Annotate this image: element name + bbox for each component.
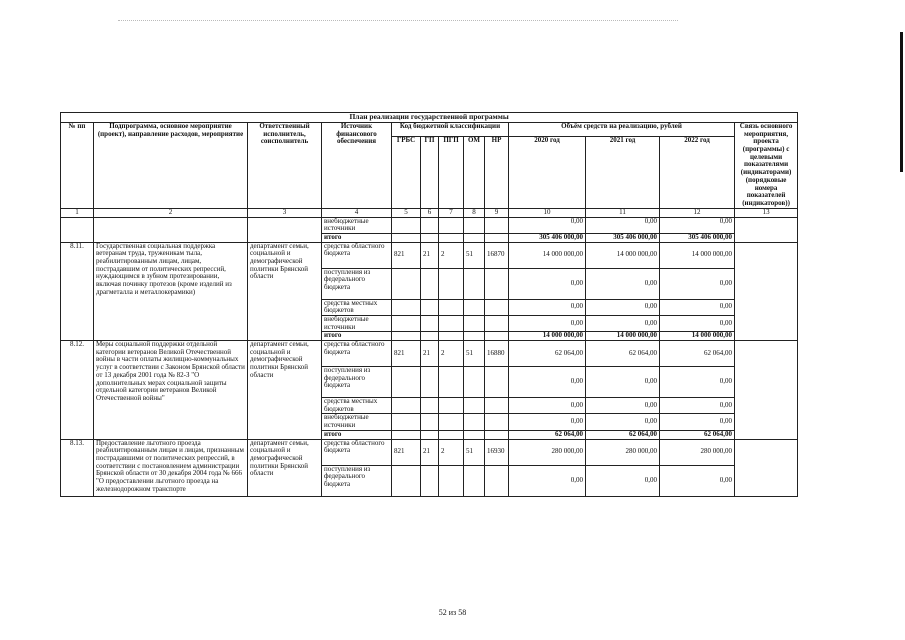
value-2022: 305 406 000,00: [660, 233, 735, 242]
code-grbs: 821: [392, 341, 421, 367]
value-2020: 0,00: [509, 465, 586, 496]
source-cell: внебюджетные источники: [322, 316, 392, 332]
col-header-volume: Объём средств на реализацию, рублей: [509, 123, 735, 137]
code-np: 16930: [485, 439, 509, 465]
value-2020: 14 000 000,00: [509, 242, 586, 268]
col-number: 11: [586, 208, 660, 217]
value-2020: 14 000 000,00: [509, 332, 586, 341]
value-2021: 0,00: [586, 299, 660, 315]
code-grbs: [392, 465, 421, 496]
code-om: [464, 268, 485, 299]
col-header-budget-code: Код бюджетной классификации: [392, 123, 509, 137]
source-cell: средства областного бюджета: [322, 242, 392, 268]
col-header-name: Подпрограмма, основное мероприятие (проект), направление расходов, мероприятие: [94, 123, 248, 209]
code-pgp: [439, 316, 464, 332]
empty-cell: [248, 217, 322, 242]
item-number: 8.12.: [61, 341, 94, 439]
code-pgp: 2: [439, 242, 464, 268]
source-cell: поступления из федерального бюджета: [322, 465, 392, 496]
code-gp: [421, 316, 439, 332]
code-gp: 21: [421, 242, 439, 268]
code-pgp: [439, 299, 464, 315]
col-number: 5: [392, 208, 421, 217]
source-cell: поступления из федерального бюджета: [322, 367, 392, 398]
code-grbs: [392, 332, 421, 341]
code-pgp: [439, 268, 464, 299]
value-2022: 0,00: [660, 217, 735, 233]
col-number: 8: [464, 208, 485, 217]
value-2020: 0,00: [509, 367, 586, 398]
code-pgp: [439, 367, 464, 398]
value-2022: 14 000 000,00: [660, 242, 735, 268]
code-np: [485, 398, 509, 414]
code-gp: 21: [421, 439, 439, 465]
value-2020: 0,00: [509, 316, 586, 332]
link-cell: [735, 341, 798, 439]
code-om: [464, 332, 485, 341]
value-2022: 280 000,00: [660, 439, 735, 465]
value-2021: 0,00: [586, 398, 660, 414]
value-2021: 62 064,00: [586, 341, 660, 367]
code-grbs: [392, 268, 421, 299]
code-gp: [421, 398, 439, 414]
value-2020: 0,00: [509, 217, 586, 233]
code-np: [485, 299, 509, 315]
item-name: Государственная социальная поддержка ветеранам труда, труженикам тыла, реабилитированным лицам, лицам, пострадавшим от политических репрессий, нуждающимся в зубном протезировании, включая починку протезов (кроме изделий из драгметалла и металлокерамики): [94, 242, 248, 340]
value-2021: 0,00: [586, 367, 660, 398]
value-2021: 0,00: [586, 316, 660, 332]
source-cell: итого: [322, 430, 392, 439]
col-header-2022: 2022 год: [660, 136, 735, 208]
value-2020: 62 064,00: [509, 430, 586, 439]
item-number: 8.11.: [61, 242, 94, 340]
code-pgp: [439, 430, 464, 439]
page-number: 52 из 58: [438, 608, 467, 617]
value-2021: 14 000 000,00: [586, 242, 660, 268]
code-om: [464, 316, 485, 332]
value-2020: 62 064,00: [509, 341, 586, 367]
source-cell: средства местных бюджетов: [322, 398, 392, 414]
table-row: [61, 341, 798, 367]
table-row: [61, 217, 798, 233]
empty-cell: [61, 217, 94, 242]
code-pgp: [439, 414, 464, 430]
code-grbs: [392, 430, 421, 439]
col-header-num: № пп: [61, 123, 94, 209]
source-cell: итого: [322, 233, 392, 242]
code-om: 51: [464, 242, 485, 268]
code-np: [485, 414, 509, 430]
value-2020: 0,00: [509, 268, 586, 299]
value-2020: 305 406 000,00: [509, 233, 586, 242]
source-cell: средства областного бюджета: [322, 439, 392, 465]
code-np: [485, 465, 509, 496]
col-number: 10: [509, 208, 586, 217]
col-number: 12: [660, 208, 735, 217]
col-number: 3: [248, 208, 322, 217]
code-om: [464, 414, 485, 430]
code-gp: [421, 268, 439, 299]
value-2020: 0,00: [509, 398, 586, 414]
table-row: [61, 242, 798, 268]
col-number: 1: [61, 208, 94, 217]
value-2022: 62 064,00: [660, 430, 735, 439]
source-cell: поступления из федерального бюджета: [322, 268, 392, 299]
code-grbs: [392, 367, 421, 398]
value-2020: 0,00: [509, 299, 586, 315]
value-2021: 0,00: [586, 465, 660, 496]
value-2022: 0,00: [660, 299, 735, 315]
code-grbs: [392, 414, 421, 430]
code-np: [485, 430, 509, 439]
code-np: [485, 316, 509, 332]
source-cell: средства местных бюджетов: [322, 299, 392, 315]
empty-cell: [94, 217, 248, 242]
code-pgp: 2: [439, 439, 464, 465]
code-np: [485, 332, 509, 341]
code-om: [464, 398, 485, 414]
code-np: 16870: [485, 242, 509, 268]
code-grbs: 821: [392, 242, 421, 268]
code-om: [464, 299, 485, 315]
value-2021: 0,00: [586, 414, 660, 430]
item-name: Меры социальной поддержки отдельной категории ветеранов Великой Отечественной войны в части оплаты жилищно-коммунальных услуг в соответствии с Законом Брянской области от 13 декабря 2001 года № 82-З "О дополнительных мерах социальной защиты отдельной категории ветеранов Великой Отечественной войны": [94, 341, 248, 439]
source-cell: средства областного бюджета: [322, 341, 392, 367]
code-pgp: [439, 398, 464, 414]
code-grbs: [392, 398, 421, 414]
code-om: [464, 465, 485, 496]
item-executor: департамент семьи, социальной и демографической политики Брянской области: [248, 341, 322, 439]
item-executor: департамент семьи, социальной и демографической политики Брянской области: [248, 439, 322, 496]
code-gp: [421, 299, 439, 315]
column-number-row: [61, 208, 798, 217]
value-2021: 14 000 000,00: [586, 332, 660, 341]
col-header-pgp: ПГП: [439, 136, 464, 208]
code-grbs: [392, 316, 421, 332]
col-header-2020: 2020 год: [509, 136, 586, 208]
code-pgp: 2: [439, 341, 464, 367]
col-number: 13: [735, 208, 798, 217]
code-gp: [421, 332, 439, 341]
col-header-source: Источник финансового обеспечения: [322, 123, 392, 209]
col-header-grbs: ГРБС: [392, 136, 421, 208]
col-number: 7: [439, 208, 464, 217]
source-cell: внебюджетные источники: [322, 414, 392, 430]
col-header-om: ОМ: [464, 136, 485, 208]
col-number: 2: [94, 208, 248, 217]
value-2022: 0,00: [660, 268, 735, 299]
link-cell: [735, 242, 798, 340]
code-gp: [421, 414, 439, 430]
code-gp: [421, 367, 439, 398]
table-row: [61, 439, 798, 465]
source-cell: внебюджетные источники: [322, 217, 392, 233]
value-2022: 0,00: [660, 414, 735, 430]
col-header-link: Связь основного мероприятия, проекта (программы) с целевыми показателями (индикаторами) (порядковые номера показателей (индикаторов)): [735, 123, 798, 209]
code-gp: [421, 465, 439, 496]
scan-dotted-line: [118, 20, 678, 25]
value-2022: 0,00: [660, 316, 735, 332]
code-np: 16880: [485, 341, 509, 367]
link-cell: [735, 439, 798, 496]
value-2022: 0,00: [660, 367, 735, 398]
value-2022: 0,00: [660, 398, 735, 414]
col-header-executor: Ответственный исполнитель, соисполнитель: [248, 123, 322, 209]
value-2020: 0,00: [509, 414, 586, 430]
value-2020: 280 000,00: [509, 439, 586, 465]
col-number: 9: [485, 208, 509, 217]
value-2021: 0,00: [586, 268, 660, 299]
col-header-2021: 2021 год: [586, 136, 660, 208]
empty-cell: [735, 217, 798, 242]
code-np: [485, 367, 509, 398]
code-np: [485, 268, 509, 299]
program-plan-table: [60, 112, 798, 497]
code-om: 51: [464, 341, 485, 367]
code-om: 51: [464, 439, 485, 465]
value-2021: 62 064,00: [586, 430, 660, 439]
table-title: План реализации государственной программы: [61, 113, 798, 123]
value-2022: 0,00: [660, 465, 735, 496]
col-header-gp: ГП: [421, 136, 439, 208]
code-om: [464, 367, 485, 398]
item-executor: департамент семьи, социальной и демографической политики Брянской области: [248, 242, 322, 340]
value-2021: 280 000,00: [586, 439, 660, 465]
code-om: [464, 430, 485, 439]
code-pgp: [439, 465, 464, 496]
code-gp: 21: [421, 341, 439, 367]
code-gp: [421, 430, 439, 439]
item-number: 8.13.: [61, 439, 94, 496]
source-cell: итого: [322, 332, 392, 341]
col-number: 4: [322, 208, 392, 217]
code-grbs: 821: [392, 439, 421, 465]
code-pgp: [439, 332, 464, 341]
col-number: 6: [421, 208, 439, 217]
value-2021: 305 406 000,00: [586, 233, 660, 242]
value-2022: 14 000 000,00: [660, 332, 735, 341]
value-2021: 0,00: [586, 217, 660, 233]
scan-edge-mark: [900, 32, 903, 172]
item-name: Предоставление льготного проезда реабилитированным лицам и лицам, признанным пострадавшими от политических репрессий, в соответствии с постановлением администрации Брянской области от 30 декабря 2004 года № 666 "О предоставлении льготного проезда на железнодорожном транспорте: [94, 439, 248, 496]
col-header-np: НР: [485, 136, 509, 208]
code-grbs: [392, 299, 421, 315]
value-2022: 62 064,00: [660, 341, 735, 367]
